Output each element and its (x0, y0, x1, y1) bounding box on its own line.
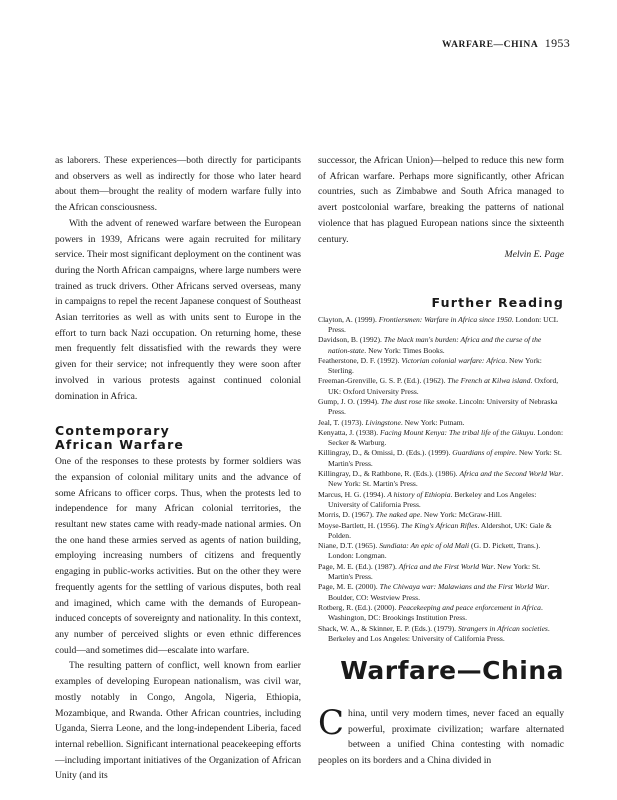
reference-item: Page, M. E. (2000). The Chiwaya war: Malawians and the First World War. Boulder, CO: Westview Press. (318, 582, 550, 602)
reference-item: Shack, W. A., & Skinner, E. P. (Eds.). (1979). Strangers in African societies. Berkeley and Los Angeles: University of California Press. (318, 623, 550, 643)
reference-item: Niane, D.T. (1965). Sundiata: An epic of old Mali (G. D. Pickett, Trans.). London: Longman. (318, 541, 541, 561)
reference-item: Clayton, A. (1999). Frontiersmen: Warfare in Africa since 1950. London: UCL Press. (318, 314, 559, 334)
intro-text: hina, until very modern times, never faced an equally powerful, proximate civilization; warfare alternated between a unified China contesting with nomadic peoples on its borders and a China divided in (318, 708, 564, 767)
running-title: WARFARE—CHINA (442, 40, 538, 50)
reference-item: Marcus, H. G. (1994). A history of Ethiopia. Berkeley and Los Angeles: University of California Press. (318, 489, 537, 509)
reference-item: Jeal, T. (1973). Livingstone. New York: Putnam. (318, 417, 465, 427)
section-heading (55, 424, 301, 452)
page-number: 1953 (544, 36, 570, 50)
reference-item: Killingray, D., & Rathbone, R. (Eds.). (1986). Africa and the Second World War. New York: St. Martin's Press. (318, 469, 564, 489)
reference-item: Page, M. E. (Ed.). (1987). Africa and the First World War. New York: St. Martin's Press. (318, 561, 541, 582)
reference-item: Davidson, B. (1992). The black man's burden: Africa and the curse of the nation-state. New York: Times Books. (318, 335, 542, 355)
reference-item: Kenyatta, J. (1938). Facing Mount Kenya: The tribal life of the Gikuyu. London: Secker & Warburg. (318, 427, 564, 448)
reference-item: Featherstone, D. F. (1992). Victorian colonial warfare: Africa. New York: Sterling. (318, 355, 542, 376)
further-reading-title: Further Reading (431, 294, 564, 310)
author-signature: Melvin E. Page (504, 249, 564, 261)
paragraph: With the advent of renewed warfare between the European powers in 1939, Africans were again recruited for military service. Their most significant deployment on the continent was during the North African campaigns, where large numbers were trained as truck drivers. Other Africans served overseas, many in campaigns to repel the recent Japanese conquest of Southeast Asian territories as well as with units sent to Europe in the effort to turn back Nazi occupation. On returning home, these men frequently felt dissatisfied with the rewards they were given for their service; not infrequently they were soon after involved in various protests against continued colonial domination in Africa. (55, 217, 301, 402)
reference-item: Rotberg, R. (Ed.). (2000). Peacekeeping and peace enforcement in Africa. Washington, DC: Brookings Institution Press. (318, 602, 543, 623)
reference-item: Moyse-Bartlett, H. (1956). The King's African Rifles. Aldershot, UK: Gale & Polden. (318, 520, 552, 540)
paragraph: as laborers. These experiences—both directly for participants and observers as well as indirectly for those who later heard about them—brought the reality of modern warfare fully into the African consciousness. (55, 155, 301, 214)
right-column (318, 153, 564, 644)
running-header (442, 36, 570, 51)
reference-item: Morris, D. (1967). The naked ape. New York: McGraw-Hill. (318, 510, 502, 520)
paragraph: successor, the African Union)—helped to reduce this new form of African warfare. Perhaps more significantly, other African countries, such as Zimbabwe and South Africa managed to avert postcolonial warfare, breaking the patterns of national violence that has plagued European nations since the sixteenth century. (318, 155, 564, 245)
article-title: Warfare—China (340, 656, 564, 685)
reference-item: Freeman-Grenville, G. S. P. (Ed.). (1962). The French at Kilwa island. Oxford, UK: Oxford University Press. (318, 376, 559, 396)
reference-item: Gump, J. O. (1994). The dust rose like smoke. Lincoln: University of Nebraska Press. (318, 397, 558, 417)
reference-list (318, 315, 564, 645)
heading-line: African Warfare (55, 437, 185, 453)
heading-line: Contemporary (55, 423, 170, 439)
paragraph: One of the responses to these protests by former soldiers was the expansion of colonial military units and the advance of some Africans to officer corps. Thus, when the protests led to independence for many African colonial territories, the resultant new states came with ready-made national armies. On the one hand these armies served as agents of nation building, employing increasing numbers of citizens and frequently engaging in public-works activities. But on the other they were frequently agents for the settling of various disputes, both real and imagined, which came with the demands of European-induced concepts of sovereignty and nationality. In this context, any number of perceived slights or even ethnic differences could—and sometimes did—escalate into warfare. (55, 456, 301, 656)
drop-cap: C (318, 703, 345, 743)
article-intro (318, 703, 564, 769)
left-column (55, 153, 301, 784)
paragraph: The resulting pattern of conflict, well known from earlier examples of developing European nationalism, was civil war, mostly notably in Congo, Angola, Nigeria, Ethiopia, Mozambique, and Rwanda. Other African countries, including Uganda, Sierra Leone, and the long-independent Liberia, faced internal rebellion. Significant international peacekeeping efforts—including important initiatives of the Organization of African Unity (and its (55, 660, 301, 782)
reference-item: Killingray, D., & Omissi, D. (Eds.). (1999). Guardians of empire. New York: St. Martin's Press. (318, 448, 562, 468)
